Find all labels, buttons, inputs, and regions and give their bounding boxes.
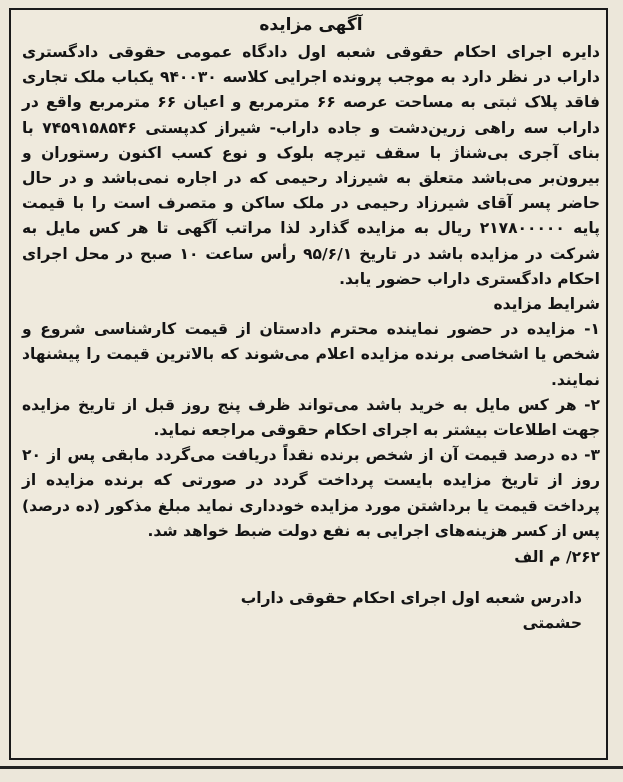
condition-item: ۱- مزایده در حضور نماینده محترم دادستان از قیمت کارشناسی شروع و شخص یا اشخاصی برنده مزایده اعلام می‌شوند که بالاترین قیمت را پیشنهاد نمایند.: [22, 320, 600, 389]
condition-item: ۳- ده درصد قیمت آن از شخص برنده نقداً دریافت می‌گردد مابقی پس از ۲۰ روز از تاریخ مزایده بایست پرداخت گردد در صورتی که برنده مزایده از پرداخت قیمت یا برداشتن مورد مزایده خودداری نماید مبلغ مذکور (ده درصد) پس از کسر هزینه‌های اجرایی به نفع دولت ضبط خواهد شد.: [22, 446, 600, 540]
condition-item: ۲- هر کس مایل به خرید باشد می‌تواند ظرف پنج روز قبل از تاریخ مزایده جهت اطلاعات بیشتر به اجرای احکام حقوقی مراجعه نماید.: [22, 395, 600, 440]
notice-title: آگهی مزایده: [259, 15, 363, 35]
reference-number: ۲۶۲/ م الف: [514, 548, 600, 567]
notice-content: [22, 12, 600, 637]
signature-name: حشمتی: [522, 614, 582, 633]
notice-body: دایره اجرای احکام حقوقی شعبه اول دادگاه عمومی حقوقی دادگستری داراب در نظر دارد به موجب پرونده اجرایی کلاسه ۹۴۰۰۳۰ یکباب ملک تجاری فاقد پلاک ثبتی به مساحت عرصه ۶۶ مترمربع و اعیان ۶۶ مترمربع واقع در داراب سه راهی زرین‌دشت و جاده داراب- شیراز کدپستی ۷۴۵۹۱۵۸۵۴۶ با بنای آجری بی‌شناژ با سقف تیرچه بلوک و نوع کسب اکنون رستوران و بیرون‌بر می‌باشد متعلق به شیرزاد رحیمی که در اجاره نمی‌باشد و در حال حاضر پسر آقای شیرزاد رحیمی در ملک ساکن و متصرف است را با قیمت پایه ۲۱۷۸۰۰۰۰۰ ریال به مزایده گذارد لذا مراتب آگهی تا هر کس مایل به شرکت در مزایده باشد در تاریخ ۹۵/۶/۱ رأس ساعت ۱۰ صبح در محل اجرای احکام دادگستری داراب حضور یابد.: [22, 43, 601, 288]
signature-title: دادرس شعبه اول اجرای احکام حقوقی داراب: [240, 589, 582, 608]
bottom-divider: [0, 766, 623, 769]
conditions-title: شرایط مزایده: [493, 295, 600, 314]
